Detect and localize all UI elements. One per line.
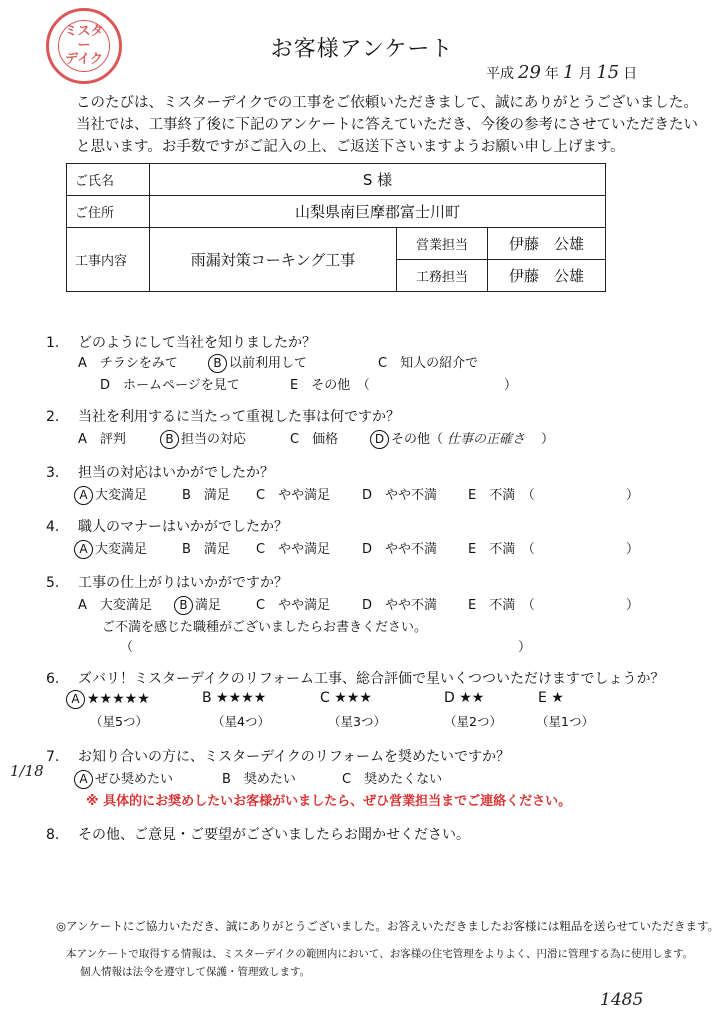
date-day: 15 — [596, 62, 620, 83]
date-year-label: 年 — [544, 66, 559, 82]
name-value: S 様 — [150, 164, 606, 196]
sales-label: 営業担当 — [397, 228, 488, 260]
stars-1: E ★ — [538, 690, 564, 706]
question-7: 7. お知り合いの方に、ミスターデイクのリフォームを奨めたいですか？ — [46, 749, 511, 765]
date — [486, 62, 637, 83]
question-5: 5. 工事の仕上がりはいかがですか？ — [46, 575, 288, 591]
stars-3: C ★★★ — [320, 690, 372, 706]
work-value: 雨漏対策コーキング工事 — [150, 228, 397, 292]
date-day-label: 日 — [623, 66, 638, 82]
sales-value: 伊藤 公雄 — [488, 228, 606, 260]
answer-circle: A — [74, 540, 93, 559]
customer-info-table — [66, 163, 606, 292]
question-1: 1. どのようにして当社を知りましたか？ — [46, 335, 316, 351]
stars-5: ★★★★★ — [87, 691, 150, 707]
answer-circle: A — [74, 486, 93, 505]
answer-circle: B — [208, 354, 227, 373]
answer-circle: A — [66, 690, 85, 709]
answer-circle: A — [74, 770, 93, 789]
answer-circle: B — [174, 596, 193, 615]
footer-thanks: ◎アンケートにご協力いただき、誠にありがとうございました。お答えいただきましたお客様には粗品を送らせていただきます。 — [56, 919, 720, 933]
date-month: 1 — [562, 62, 575, 83]
stars-2: D ★★ — [444, 690, 485, 706]
answer-circle: D — [370, 430, 389, 449]
name-label: ご氏名 — [67, 164, 150, 196]
page-title: お客様アンケート — [270, 37, 454, 62]
document-number: 1485 — [600, 990, 644, 1010]
work-label: 工事内容 — [67, 228, 150, 292]
construction-label: 工務担当 — [397, 260, 488, 292]
date-era: 平成 — [486, 66, 514, 82]
footer-privacy-2: 個人情報は法令を遵守して保護・管理致します。 — [80, 966, 311, 978]
footer-privacy: 本アンケートで取得する情報は、ミスターデイクの範囲内において、お客様の住宅管理をよりよく、円滑に管理する為に使用します。 — [66, 948, 694, 960]
question-6: 6. ズバリ！ミスターデイクのリフォーム工事、総合評価で星いくつついただけますでしょうか？ — [46, 671, 665, 687]
question-4: 4. 職人のマナーはいかがでしたか？ — [46, 519, 288, 535]
intro-text — [76, 92, 699, 158]
answer-circle: B — [160, 430, 179, 449]
intro-line: 当社では、工事終了後に下記のアンケートに答えていただき、今後の参考にさせていただきたい — [76, 117, 699, 133]
q7-warning: ※ 具体的にお奨めしたいお客様がいましたら、ぜひ営業担当までご連絡ください。 — [86, 794, 572, 809]
q5-sub: ご不満を感じた職種がございましたらお書きください。 — [102, 620, 428, 635]
stars-4: B ★★★★ — [202, 690, 267, 706]
question-2: 2. 当社を利用するに当たって重視した事は何ですか？ — [46, 409, 400, 425]
address-label: ご住所 — [67, 196, 150, 228]
handwritten-answer: 仕事の正確さ — [447, 432, 526, 447]
question-8: 8. その他、ご意見・ご要望がございましたらお聞かせください。 — [46, 827, 470, 843]
margin-note: 1/18 — [10, 762, 44, 780]
question-3: 3. 担当の対応はいかがでしたか？ — [46, 465, 274, 481]
date-month-label: 月 — [578, 66, 593, 82]
seal-text: ミスター デイク — [58, 20, 110, 72]
intro-line: と思います。お手数ですがご記入の上、ご返送下さいますようお願い申し上げます。 — [76, 139, 625, 155]
construction-value: 伊藤 公雄 — [488, 260, 606, 292]
date-year: 29 — [518, 62, 541, 83]
intro-line: このたびは、ミスターデイクでの工事をご依頼いただきまして、誠にありがとうございました。 — [76, 95, 698, 111]
address-value: 山梨県南巨摩郡富士川町 — [150, 196, 606, 228]
